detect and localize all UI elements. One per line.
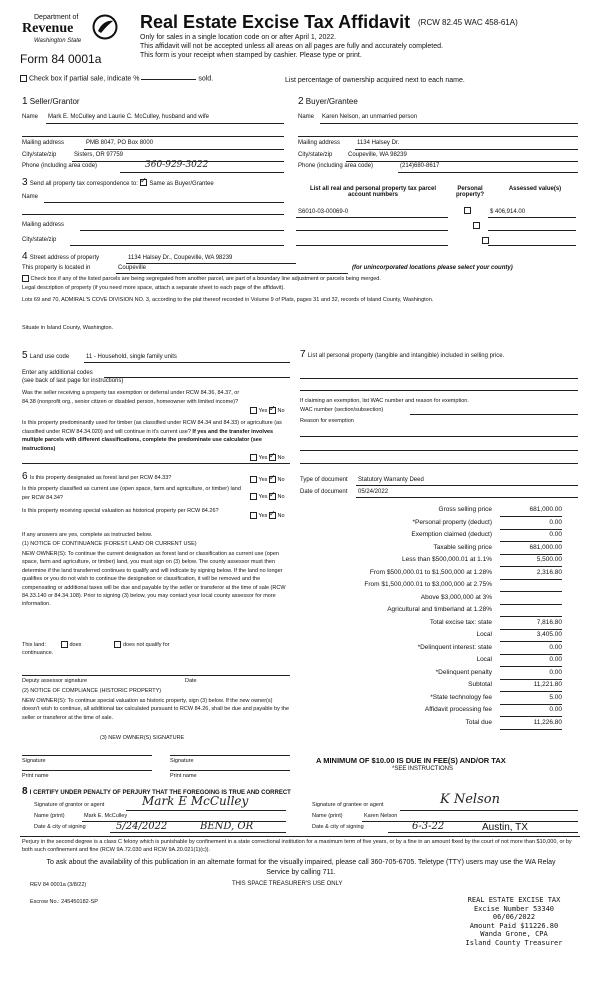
fee-value[interactable]: 0.00 [500,519,562,530]
seller-mail[interactable]: PMB 8047, PO Box 8000 [86,140,154,146]
dor-emblem-icon [92,14,118,40]
timber-yesno: Yes ✓ No [250,454,285,461]
form-title: Real Estate Excise Tax Affidavit [140,12,411,32]
corr-mail-label: Mailing address [22,222,65,228]
fee-row [300,706,562,717]
buyer-phone[interactable]: (214)680-8617 [400,163,440,169]
partial-sale-checkbox[interactable] [20,75,27,82]
fee-row [300,644,562,655]
forest-q2: Is this property classified as current use (open space, farm and agriculture, or timber) land per RCW 84.34? [22,486,241,501]
stamp-line2: Excise Number 53340 [473,904,555,913]
street-address[interactable]: 1134 Halsey Dr., Coupeville, WA 98239 [128,255,233,261]
sold-label: sold. [198,75,214,83]
fee-row [300,519,562,530]
historic-no-checkbox[interactable] [269,512,276,519]
notice-continuance-body: NEW OWNER(S): To continue the current designation as forest land or classification as current use (open space, farm and agriculture, or timber) land, you must sign on (3) below. The county assessor must then determine if the land transferred continues to qualify and will indicate by signing below. If the land no longer qualifies or you do not wish to continue the designation or classification, it will be removed and the compensating or additional taxes will be due and payable by the seller or transferor at the time of sale (RCW 84.33.140 or 84.34.108). Prior to signing (3) below, you may contact your local county assessor for more information. [22,551,286,608]
seller-city-label: City/state/zip [22,152,57,158]
fee-label: Taxable selling price [433,543,492,551]
alt-format-note: To ask about the availability of this publication in an alternate format for the visually impaired, please call 360-705-6705. Teletype (TTY) users may use the WA Relay Service by calling 711. [46,859,556,876]
grantee-date[interactable]: 6-3-22 [412,821,445,832]
legal-description-2[interactable]: Situate in Island County, Washington. [22,325,114,331]
fee-row [300,619,562,630]
fee-value[interactable]: 11,226.80 [500,719,562,730]
assessed-value[interactable]: $ 406,914.00 [490,209,526,215]
fee-value[interactable]: 0.00 [500,656,562,667]
grantee-city[interactable]: Austin, TX [482,822,528,833]
exemption-no-checkbox[interactable] [269,407,276,414]
does-checkbox[interactable] [61,641,68,648]
doc-type-label: Type of document [300,477,348,483]
reason-label: Reason for exemption [300,418,354,424]
signature-label-2: Signature [170,758,194,764]
correspondence-heading: 3 Send all property tax correspondence to: ✓ Same as Buyer/Grantee [22,177,214,188]
located-label: This property is located in [22,265,91,271]
timber-no-checkbox[interactable] [269,454,276,461]
fee-row [300,506,562,517]
forest-no-checkbox[interactable] [269,476,276,483]
grantee-date-label: Date & city of signing [312,824,364,830]
if-any: If any answers are yes, complete as instructed below. [22,532,153,538]
exemption-yesno: Yes ✓ No [250,407,285,414]
fee-row [300,569,562,580]
deputy-label: Deputy assessor signature [22,678,88,684]
exemption-question: Was the seller receiving a property tax exemption or deferral under RCW 84.36, 84.37, or 84.38 (nonprofit org., senior citizen or disabled person, homeowner with limited income)? [22,390,240,405]
fee-row [300,606,562,617]
fee-value[interactable]: 681,000.00 [500,506,562,517]
grantee-sig-label: Signature of grantee or agent [312,802,384,808]
grantor-signature[interactable]: Mark E McCulley [142,794,249,808]
seller-mail-label: Mailing address [22,140,65,146]
grantee-name[interactable]: Karen Nelson [364,813,398,819]
fee-label: Agricultural and timberland at 1.28% [387,606,492,613]
fee-label: *Delinquent penalty [435,668,492,676]
seller-name[interactable]: Mark E. McCulley and Laurie C. McCulley, husband and wife [48,114,209,120]
fee-value[interactable]: 11,221.80 [500,681,562,692]
print-name-label-2: Print name [170,773,197,779]
fee-row [300,556,562,567]
grantor-sig-label: Signature of grantor or agent [34,802,105,808]
does-not-checkbox[interactable] [114,641,121,648]
header-note3: This form is your receipt when stamped by cashier. Please type or print. [140,52,362,59]
segregated-checkbox[interactable] [22,275,29,282]
fee-row [300,581,562,592]
current-use-no-checkbox[interactable] [269,493,276,500]
fee-row [300,719,562,730]
wac-number-label: WAC number (section/subsection) [300,407,384,413]
forest-q1-yesno: Yes ✓ No [250,476,285,483]
fee-value[interactable]: 0.00 [500,669,562,680]
fee-label: Less than $500,000.01 at 1.1% [402,556,492,563]
assessed-col-header: Assessed value(s) [508,186,562,192]
land-use-heading: 5 Land use code [22,350,70,361]
fee-value[interactable] [500,606,562,617]
fee-label: *Delinquent interest: state [417,643,492,651]
buyer-heading: 2 Buyer/Grantee [298,96,358,107]
segregated-row: Check box if any of the listed parcels are being segregated from another parcel, are part of a boundary line adjustment or parcels being merged. [22,275,582,282]
grantor-date-label: Date & city of signing [34,824,86,830]
this-land-row: This land: does does not qualify for [22,641,170,648]
buyer-phone-label: Phone (including area code) [298,163,374,169]
certify-heading: 8 I CERTIFY UNDER PENALTY OF PERJURY THAT THE FOREGOING IS TRUE AND CORRECT [22,786,291,797]
fee-value[interactable] [500,594,562,605]
dept-line3: Washington State [34,38,82,44]
fee-row [300,594,562,605]
fee-label: Gross selling price [438,506,492,513]
buyer-city-label: City/state/zip [298,152,333,158]
stamp-line4: Amount Paid $11226.80 [469,921,559,930]
dept-line1: Department of [34,14,79,21]
located-value[interactable]: Coupeville [118,265,147,271]
personal-prop-checkbox-1[interactable] [464,207,471,214]
historic-yes-checkbox[interactable] [250,512,257,519]
same-as-buyer-checkbox[interactable] [140,179,147,186]
forest-q3-yesno: Yes ✓ No [250,512,285,519]
stamp-line3: 06/06/2022 [492,913,536,921]
current-use-yes-checkbox[interactable] [250,493,257,500]
fee-label: From $500,000.01 to $1,500,000 at 1.28% [369,568,492,576]
fee-label: From $1,500,000.01 to $3,000,000 at 2.75% [364,581,492,588]
land-use-value[interactable]: 11 - Household, single family units [86,354,177,360]
street-heading: 4 Street address of property [22,251,100,262]
fee-label: Subtotal [468,681,492,688]
seller-phone[interactable]: 360-929-3022 [145,160,209,170]
continuance-label: continuance. [22,650,54,656]
grantee-name-label: Name (print) [312,813,343,819]
doc-date[interactable]: 05/24/2022 [358,489,389,495]
notice-compliance-body: NEW OWNER(S): To continue special valuation as historic property, sign (3) below. If the new owner(s) doesn't wish to continue, all additional tax calculated pursuant to RCW 84.26, shall be due and payable by the seller or transferor at the time of sale. [22,698,290,721]
form-number: Form 84 0001a [20,52,102,66]
notice-compliance-title: (2) NOTICE OF COMPLIANCE (HISTORIC PROPERTY) [22,688,162,694]
personal-property-heading: 7 List all personal property (tangible and intangible) included in selling price. [300,349,505,360]
treasurer-stamp [448,896,580,947]
fee-row [300,694,562,705]
personal-prop-checkbox-3[interactable] [482,237,489,244]
buyer-name-label: Name [298,114,315,120]
see-instructions: *SEE INSTRUCTIONS [392,766,454,772]
fee-label: Total due [465,718,492,726]
exemption-yes-checkbox[interactable] [250,407,257,414]
buyer-name[interactable]: Karen Nelson, an unmarried person [322,114,418,120]
seller-city[interactable]: Sisters, OR 97759 [74,152,124,158]
partial-sale-label: Check box if partial sale, indicate % [28,75,140,83]
seller-heading: 1 Seller/Grantor [22,96,80,107]
wac-label: If claiming an exemption, list WAC number and reason for exemption. [300,398,469,404]
fee-row [300,669,562,680]
notice-continuance-title: (1) NOTICE OF CONTINUANCE (FOREST LAND OR CURRENT USE) [22,541,197,547]
fee-label: Total excise tax: state [429,618,492,626]
buyer-city[interactable]: Coupeville, WA 98239 [348,152,407,158]
header-note1: Only for sales in a single location code on or after April 1, 2022. [140,34,337,41]
parcel-col-header: List all real and personal property tax parcel account numbers [309,186,437,198]
signature-label-1: Signature [22,758,46,764]
form-rcw: (RCW 82.45 WAC 458-61A) [418,18,518,27]
forest-q2-yesno: Yes ✓ No [250,493,285,500]
fee-row [300,544,562,555]
ownership-note: List percentage of ownership acquired next to each name. [285,77,465,84]
fee-row [300,656,562,667]
grantee-signature[interactable]: K Nelson [440,792,500,807]
perjury-notice: Perjury in the second degree is a class C felony which is punishable by confinement in a state correctional institution for a maximum term of five years, or by a fine in an amount fixed by the court of not more than $10,000, or by both such confinement and fine (RCW 9A.72.030 and RCW 9A.20.021(1)(c)). [22,839,572,854]
partial-sale-row [20,75,213,82]
fee-value[interactable]: 3,405.00 [500,631,562,642]
fee-label: Local [476,656,492,663]
corr-city-label: City/state/zip [22,237,57,243]
fee-value[interactable]: 0.00 [500,644,562,655]
buyer-mail-label: Mailing address [298,140,341,146]
fee-row [300,531,562,542]
parcel-number[interactable]: S6010-03-00069-0 [298,209,349,215]
fee-value[interactable]: 0.00 [500,531,562,542]
stamp-line1: REAL ESTATE EXCISE TAX [467,896,561,904]
dept-line2: Revenue [22,21,74,36]
grantor-name[interactable]: Mark E. McCulley [84,813,128,819]
fee-label: *Personal property (deduct) [412,518,492,526]
legal-description[interactable]: Lots 69 and 70, ADMIRAL'S COVE DIVISION NO. 3, according to the plat thereof recorded in Volume 9 of Plats, pages 31 and 32, records of Island County, Washington. [22,297,434,303]
buyer-mail[interactable]: 1134 Halsey Dr. [357,140,400,146]
see-back: (see back of last page for instructions) [22,378,124,384]
fee-value[interactable]: 7,816.80 [500,619,562,630]
doc-date-label: Date of document [300,489,348,495]
fee-label: *State technology fee [430,693,492,701]
forest-q1: 6 Is this property designated as forest land per RCW 84.33? [22,471,172,482]
forest-q3: Is this property receiving special valuation as historical property per RCW 84.26? [22,508,219,514]
fee-value[interactable]: 5,500.00 [500,556,562,567]
stamp-line6: Island County Treasurer [465,938,563,947]
personal-col-header: Personal property? [455,186,484,198]
fee-row [300,631,562,642]
escrow-number: Escrow No.: 245450182-SP [30,899,98,905]
rev-number: REV 84 0001a (3/8/22) [30,882,87,888]
fee-label: Exemption claimed (deduct) [411,531,492,538]
legal-label: Legal description of property (if you need more space, attach a separate sheet to each page of the affidavit). [22,285,285,291]
dor-logo [20,12,130,50]
doc-type[interactable]: Statutory Warranty Deed [358,477,424,483]
fee-row [300,681,562,692]
seller-name-label: Name [22,114,39,120]
corr-name-label: Name [22,194,39,200]
header-note2: This affidavit will not be accepted unless all areas on all pages are fully and accurately completed. [140,43,443,50]
forest-yes-checkbox[interactable] [250,476,257,483]
additional-codes: Enter any additional codes [22,370,93,376]
fee-value[interactable]: 5.00 [500,694,562,705]
timber-yes-checkbox[interactable] [250,454,257,461]
minimum-due-note: A MINIMUM OF $10.00 IS DUE IN FEE(S) AND/OR TAX [316,756,506,765]
fee-value[interactable]: 2,316.80 [500,569,562,580]
treasurer-only: THIS SPACE TREASURER'S USE ONLY [232,881,343,887]
grantor-name-label: Name (print) [34,813,65,819]
timber-question: Is this property predominantly used for timber (as classified under RCW 84.34 and 84.33) or agriculture (as classified under RCW 84.34.020) and will continue in it's current use? If yes and the transfer involves multiple parcels with different classifications, complete the predominate use calculator (see instructions) [22,420,282,452]
stamp-line5: Wanda Grone, CPA [480,930,548,938]
seller-phone-label: Phone (including area code) [22,163,98,169]
fee-label: Above $3,000,000 at 3% [420,593,492,601]
personal-prop-checkbox-2[interactable] [473,222,480,229]
fee-value[interactable] [500,581,562,592]
grantor-city[interactable]: BEND, OR [200,821,254,832]
grantor-date[interactable]: 5/24/2022 [116,821,168,832]
fee-label: Local [476,631,492,638]
deputy-date-label: Date [185,678,197,684]
fee-value[interactable]: 681,000.00 [500,544,562,555]
print-name-label-1: Print name [22,773,49,779]
fee-label: Affidavit processing fee [424,706,492,713]
new-owner-sig-title: (3) NEW OWNER(S) SIGNATURE [100,735,185,741]
fee-value[interactable]: 0.00 [500,706,562,717]
unincorporated-note: (for unincorporated locations please select your county) [352,265,513,271]
